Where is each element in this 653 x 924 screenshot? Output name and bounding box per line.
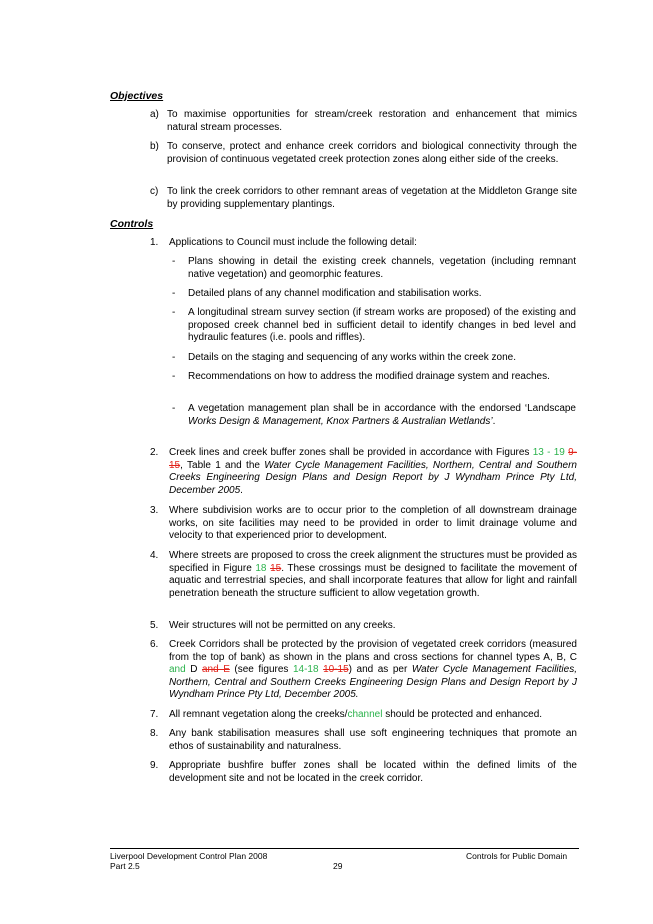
control-4-marker: 4. xyxy=(150,550,159,561)
insertion-text: 13 - 19 xyxy=(532,447,565,458)
control-5-text: Weir structures will not be permitted on any creeks. xyxy=(169,620,396,631)
objective-a-marker: a) xyxy=(150,109,159,120)
controls-heading: Controls xyxy=(110,218,154,230)
objective-b-marker: b) xyxy=(150,141,159,152)
insertion-text: 14-18 xyxy=(292,664,319,675)
objective-c-text: To link the creek corridors to other remnant areas of vegetation at the Middleton Grange site by providing supplementary plantings. xyxy=(167,186,577,210)
control-2-marker: 2. xyxy=(150,447,159,458)
sub-item-dash: - xyxy=(172,352,176,363)
control-8-text: Any bank stabilisation measures shall use soft engineering techniques that promote an ethos of sustainability and naturalness. xyxy=(169,728,577,752)
footer-section-title: Controls for Public Domain xyxy=(466,851,568,861)
control-7-marker: 7. xyxy=(150,709,159,720)
control-3-text: Where subdivision works are to occur prior to the completion of all downstream drainage works, on site facilities may need to be provided in order to limit drainage volume and velocity to that experienced prior to development. xyxy=(169,505,577,541)
footer-divider xyxy=(110,848,579,849)
control-1-sub-4: Details on the staging and sequencing of any works within the creek zone. xyxy=(188,352,516,363)
control-1-sub-2: Detailed plans of any channel modification and stabilisation works. xyxy=(188,288,482,299)
insertion-text: and xyxy=(169,664,186,675)
control-6-text: Creek Corridors shall be protected by the provision of vegetated creek corridors (measured from the top of bank) as shown in the plans and cross sections for channel types A, B, C and D and E (see figures 14-18 10-15) and as per Water Cycle Management Facilities, Northern, Central and Southern Creeks Engineering Design Plans and Design Report by J Wyndham Prince Pty Ltd, December 2005. xyxy=(169,639,577,700)
sub-item-dash: - xyxy=(172,256,176,267)
control-4-text: Where streets are proposed to cross the creek alignment the structures must be provided as specified in Figure 18 15. These crossings must be designed to facilitate the movement of aquatic and terrestrial species, and shall incorporate features that allow for light and rainfall penetration beneath the structure sufficient to allow vegetation growth. xyxy=(169,550,578,599)
sub-item-dash: - xyxy=(172,288,176,299)
deletion-text: 9-15 xyxy=(169,447,577,471)
sub-item-dash: - xyxy=(172,371,176,382)
objectives-heading: Objectives xyxy=(110,90,164,102)
control-1-text: Applications to Council must include the following detail: xyxy=(169,237,417,248)
insertion-text: channel xyxy=(347,709,383,720)
objective-c-marker: c) xyxy=(150,186,159,197)
sub-item-dash: - xyxy=(172,307,176,318)
control-8-marker: 8. xyxy=(150,728,159,739)
deletion-text: 15 xyxy=(270,562,282,574)
deletion-text: 10-15 xyxy=(323,664,349,675)
footer-part: Part 2.5 xyxy=(110,861,140,871)
control-9-text: Appropriate bushfire buffer zones shall be located within the defined limits of the development site and not be located in the creek corridor. xyxy=(169,760,577,784)
objective-b-text: To conserve, protect and enhance creek corridors and biological connectivity through the provision of continuous vegetated creek protection zones along either side of the creeks. xyxy=(167,141,577,165)
control-6-marker: 6. xyxy=(150,639,159,650)
control-1-sub-1: Plans showing in detail the existing creek channels, vegetation (including remnant native vegetation) and geomorphic features. xyxy=(188,256,576,280)
control-3-marker: 3. xyxy=(150,505,159,516)
control-9-marker: 9. xyxy=(150,760,159,771)
objective-a-text: To maximise opportunities for stream/creek restoration and enhancement that mimics natural stream processes. xyxy=(167,109,577,133)
insertion-text: 18 xyxy=(255,562,267,574)
footer-page-number: 29 xyxy=(333,861,343,871)
footer-document-title: Liverpool Development Control Plan 2008 xyxy=(110,851,268,861)
control-1-sub-3: A longitudinal stream survey section (if stream works are proposed) of the existing and proposed creek channel bed in sufficient detail to identify changes in bed level and hydraulic features (i.e. pools and riffles). xyxy=(188,307,576,343)
control-1-sub-6: A vegetation management plan shall be in accordance with the endorsed ‘Landscape Works Design & Management, Knox Partners & Australian Wetlands’. xyxy=(188,403,576,427)
control-2-text: Creek lines and creek buffer zones shall be provided in accordance with Figures 13 - 19 9-15, Table 1 and the Water Cycle Management Facilities, Northern, Central and Southern Creeks Engineering Design Plans and Design Report by J Wyndham Prince Pty Ltd, December 2005. xyxy=(169,447,577,496)
control-1-marker: 1. xyxy=(150,237,159,248)
control-5-marker: 5. xyxy=(150,620,159,631)
control-1-sub-5: Recommendations on how to address the modified drainage system and reaches. xyxy=(188,371,550,382)
control-7-text: All remnant vegetation along the creeks/channel should be protected and enhanced. xyxy=(169,709,543,720)
sub-item-dash: - xyxy=(172,403,176,414)
deletion-text: and E xyxy=(201,664,230,675)
